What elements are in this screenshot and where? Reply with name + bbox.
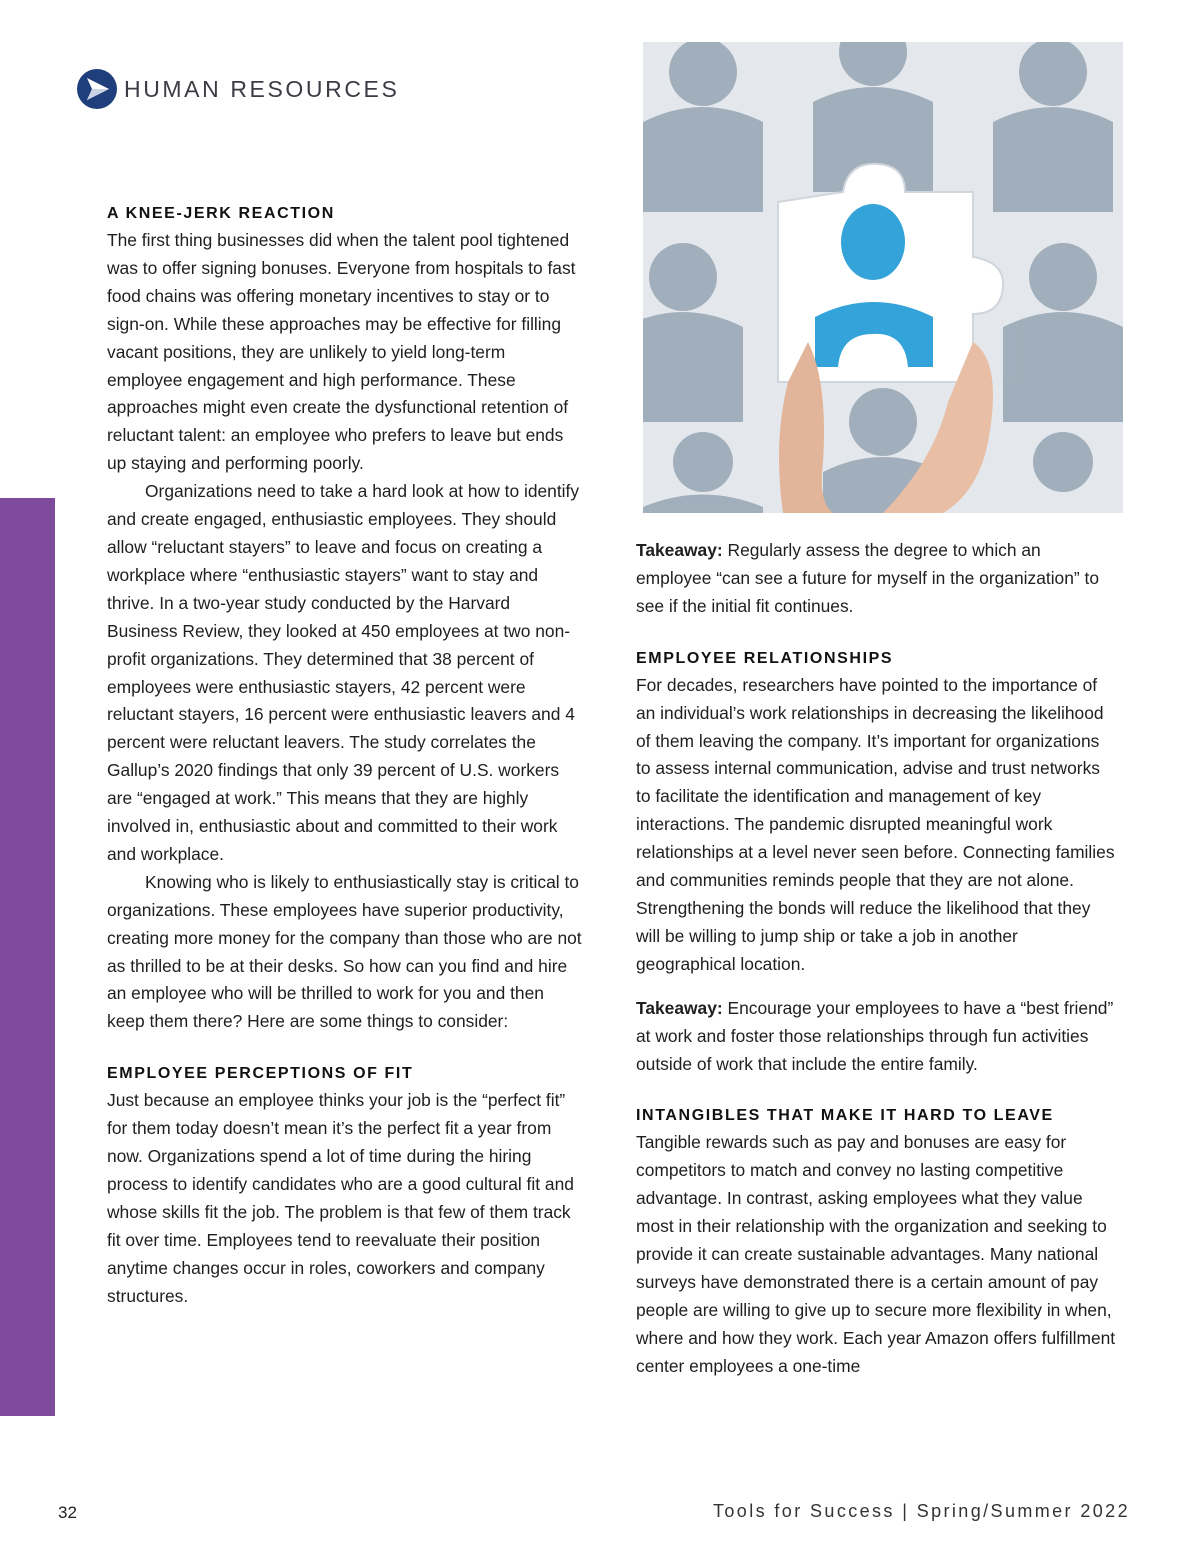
takeaway-text: Encourage your employees to have a “best friend” at work and foster those relationships through fun activities outside of work that include the entire family. bbox=[636, 997, 1114, 1074]
page-number: 32 bbox=[58, 1503, 77, 1522]
takeaway-callout bbox=[636, 995, 1118, 1079]
section-heading: INTANGIBLES THAT MAKE IT HARD TO LEAVE bbox=[636, 1107, 1054, 1125]
section-heading: EMPLOYEE PERCEPTIONS OF FIT bbox=[107, 1065, 414, 1083]
section-label: HUMAN RESOURCES bbox=[124, 76, 400, 102]
section-heading: EMPLOYEE RELATIONSHIPS bbox=[636, 649, 894, 667]
paragraph: Tangible rewards such as pay and bonuses are easy for competitors to match and convey no lasting competitive advantage. In contrast, asking employees what they value most in their relationship with the organization and seeking to provide it can create sustainable advantages. Many national surveys have demonstrated there is a certain amount of pay people are willing to give up to secure more flexibility in when, where and how they work. Each year Amazon offers fulfillment center employees a one-time bbox=[636, 1132, 1116, 1376]
takeaway-label: Takeaway: bbox=[636, 997, 723, 1018]
publication-footer: Tools for Success | Spring/Summer 2022 bbox=[712, 1501, 1130, 1521]
takeaway-label: Takeaway: bbox=[636, 540, 723, 560]
paragraph: For decades, researchers have pointed to the importance of an individual’s work relationships in decreasing the likelihood of them leaving the company. It’s important for organizations to assess internal communication, advise and trust networks to facilitate the identification and management of key interactions. The pandemic disrupted meaningful work relationships at a level never seen before. Connecting families and communities reminds people that they are not alone. Strengthening the bonds will reduce the likelihood that they will be willing to jump ship or take a job in another geographical location. bbox=[636, 674, 1115, 974]
left-column bbox=[107, 200, 585, 1311]
arrow-circle-icon bbox=[76, 68, 118, 110]
right-column bbox=[636, 537, 1118, 1381]
puzzle-people-photo bbox=[643, 42, 1123, 513]
takeaway-callout bbox=[636, 537, 1118, 621]
takeaway-text: Regularly assess the degree to which an employee “can see a future for myself in the organization” to see if the initial fit continues. bbox=[636, 540, 1100, 616]
paragraph: Organizations need to take a hard look at how to identify and create engaged, enthusiastic employees. They should allow “reluctant stayers” to leave and focus on creating a workplace where “enthusiastic stayers” want to stay and thrive. In a two-year study conducted by the Harvard Business Review, they looked at 450 employees at two non-profit organizations. They determined that 38 percent of employees were enthusiastic stayers, 42 percent were reluctant stayers, 16 percent were enthusiastic leavers and 4 percent were reluctant leavers. The study correlates the Gallup’s 2020 findings that only 39 percent of U.S. workers are “engaged at work.” This means that they are highly involved in, enthusiastic about and committed to their work and workplace. bbox=[107, 481, 580, 864]
sidebar-accent-bar bbox=[0, 498, 55, 1416]
paragraph: Knowing who is likely to enthusiastically stay is critical to organizations. These employees have superior productivity, creating more money for the company than those who are not as thrilled to be at their desks. So how can you find and hire an employee who will be thrilled to work for you and then keep them there? Here are some things to consider: bbox=[107, 871, 582, 1032]
paragraph: Just because an employee thinks your job is the “perfect fit” for them today doesn’t mean it’s the perfect fit a year from now. Organizations spend a lot of time during the hiring process to identify candidates who are a good cultural fit and whose skills fit the job. The problem is that few of them track fit over time. Employees tend to reevaluate their position anytime changes occur in roles, coworkers and company structures. bbox=[107, 1090, 574, 1306]
section-heading: A KNEE-JERK REACTION bbox=[107, 205, 335, 222]
paragraph: The first thing businesses did when the talent pool tightened was to offer signing bonuses. Everyone from hospitals to fast food chains was offering monetary incentives to stay or to sign-on. While these approaches may be effective for filling vacant positions, they are unlikely to yield long-term employee engagement and high performance. These approaches might even create the dysfunctional retention of reluctant talent: an employee who prefers to leave but ends up staying and performing poorly. bbox=[107, 230, 576, 474]
